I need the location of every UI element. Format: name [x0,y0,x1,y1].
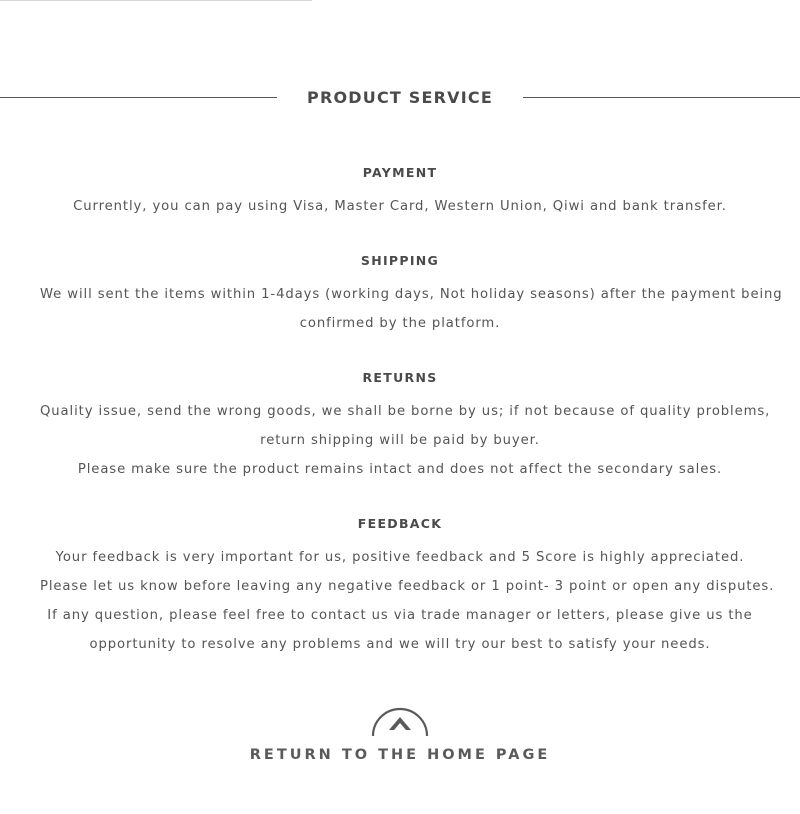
returns-line: Please make sure the product remains intact and does not affect the secondary sales. [77,462,723,477]
feedback-line: Your feedback is very important for us, positive feedback and 5 Score is highly appreciated. [55,550,745,565]
payment-section [40,163,760,221]
feedback-title: FEEDBACK [357,516,443,531]
feedback-line: Please let us know before leaving any negative feedback or 1 point- 3 point or open any disputes. [40,579,775,594]
returns-text [40,397,771,484]
returns-line: return shipping will be paid by buyer. [260,433,540,448]
top-divider [0,0,312,1]
section-header [0,86,800,110]
returns-section [40,368,771,484]
header-line-left [0,97,277,98]
payment-title: PAYMENT [362,165,438,180]
shipping-line: We will sent the items within 1-4days (working days, Not holiday seasons) after the payment being [40,287,783,302]
returns-line: Quality issue, send the wrong goods, we shall be borne by us; if not because of quality problems, [40,404,771,419]
feedback-line: opportunity to resolve any problems and we will try our best to satisfy your needs. [89,637,711,652]
up-arrow-circle-icon[interactable] [371,694,429,738]
shipping-section [40,251,783,338]
shipping-title: SHIPPING [360,253,440,268]
payment-text [40,192,760,221]
page-title: PRODUCT SERVICE [307,88,493,107]
returns-title: RETURNS [362,370,438,385]
return-home-label[interactable]: RETURN TO THE HOME PAGE [249,747,551,763]
feedback-text [40,543,775,659]
payment-line: Currently, you can pay using Visa, Master Card, Western Union, Qiwi and bank transfer. [73,199,727,214]
feedback-section [40,514,775,659]
shipping-text [40,280,783,338]
shipping-line: confirmed by the platform. [299,316,501,331]
header-line-right [523,97,800,98]
feedback-line: If any question, please feel free to contact us via trade manager or letters, please give us the [47,608,753,623]
return-home-link[interactable] [0,694,800,766]
